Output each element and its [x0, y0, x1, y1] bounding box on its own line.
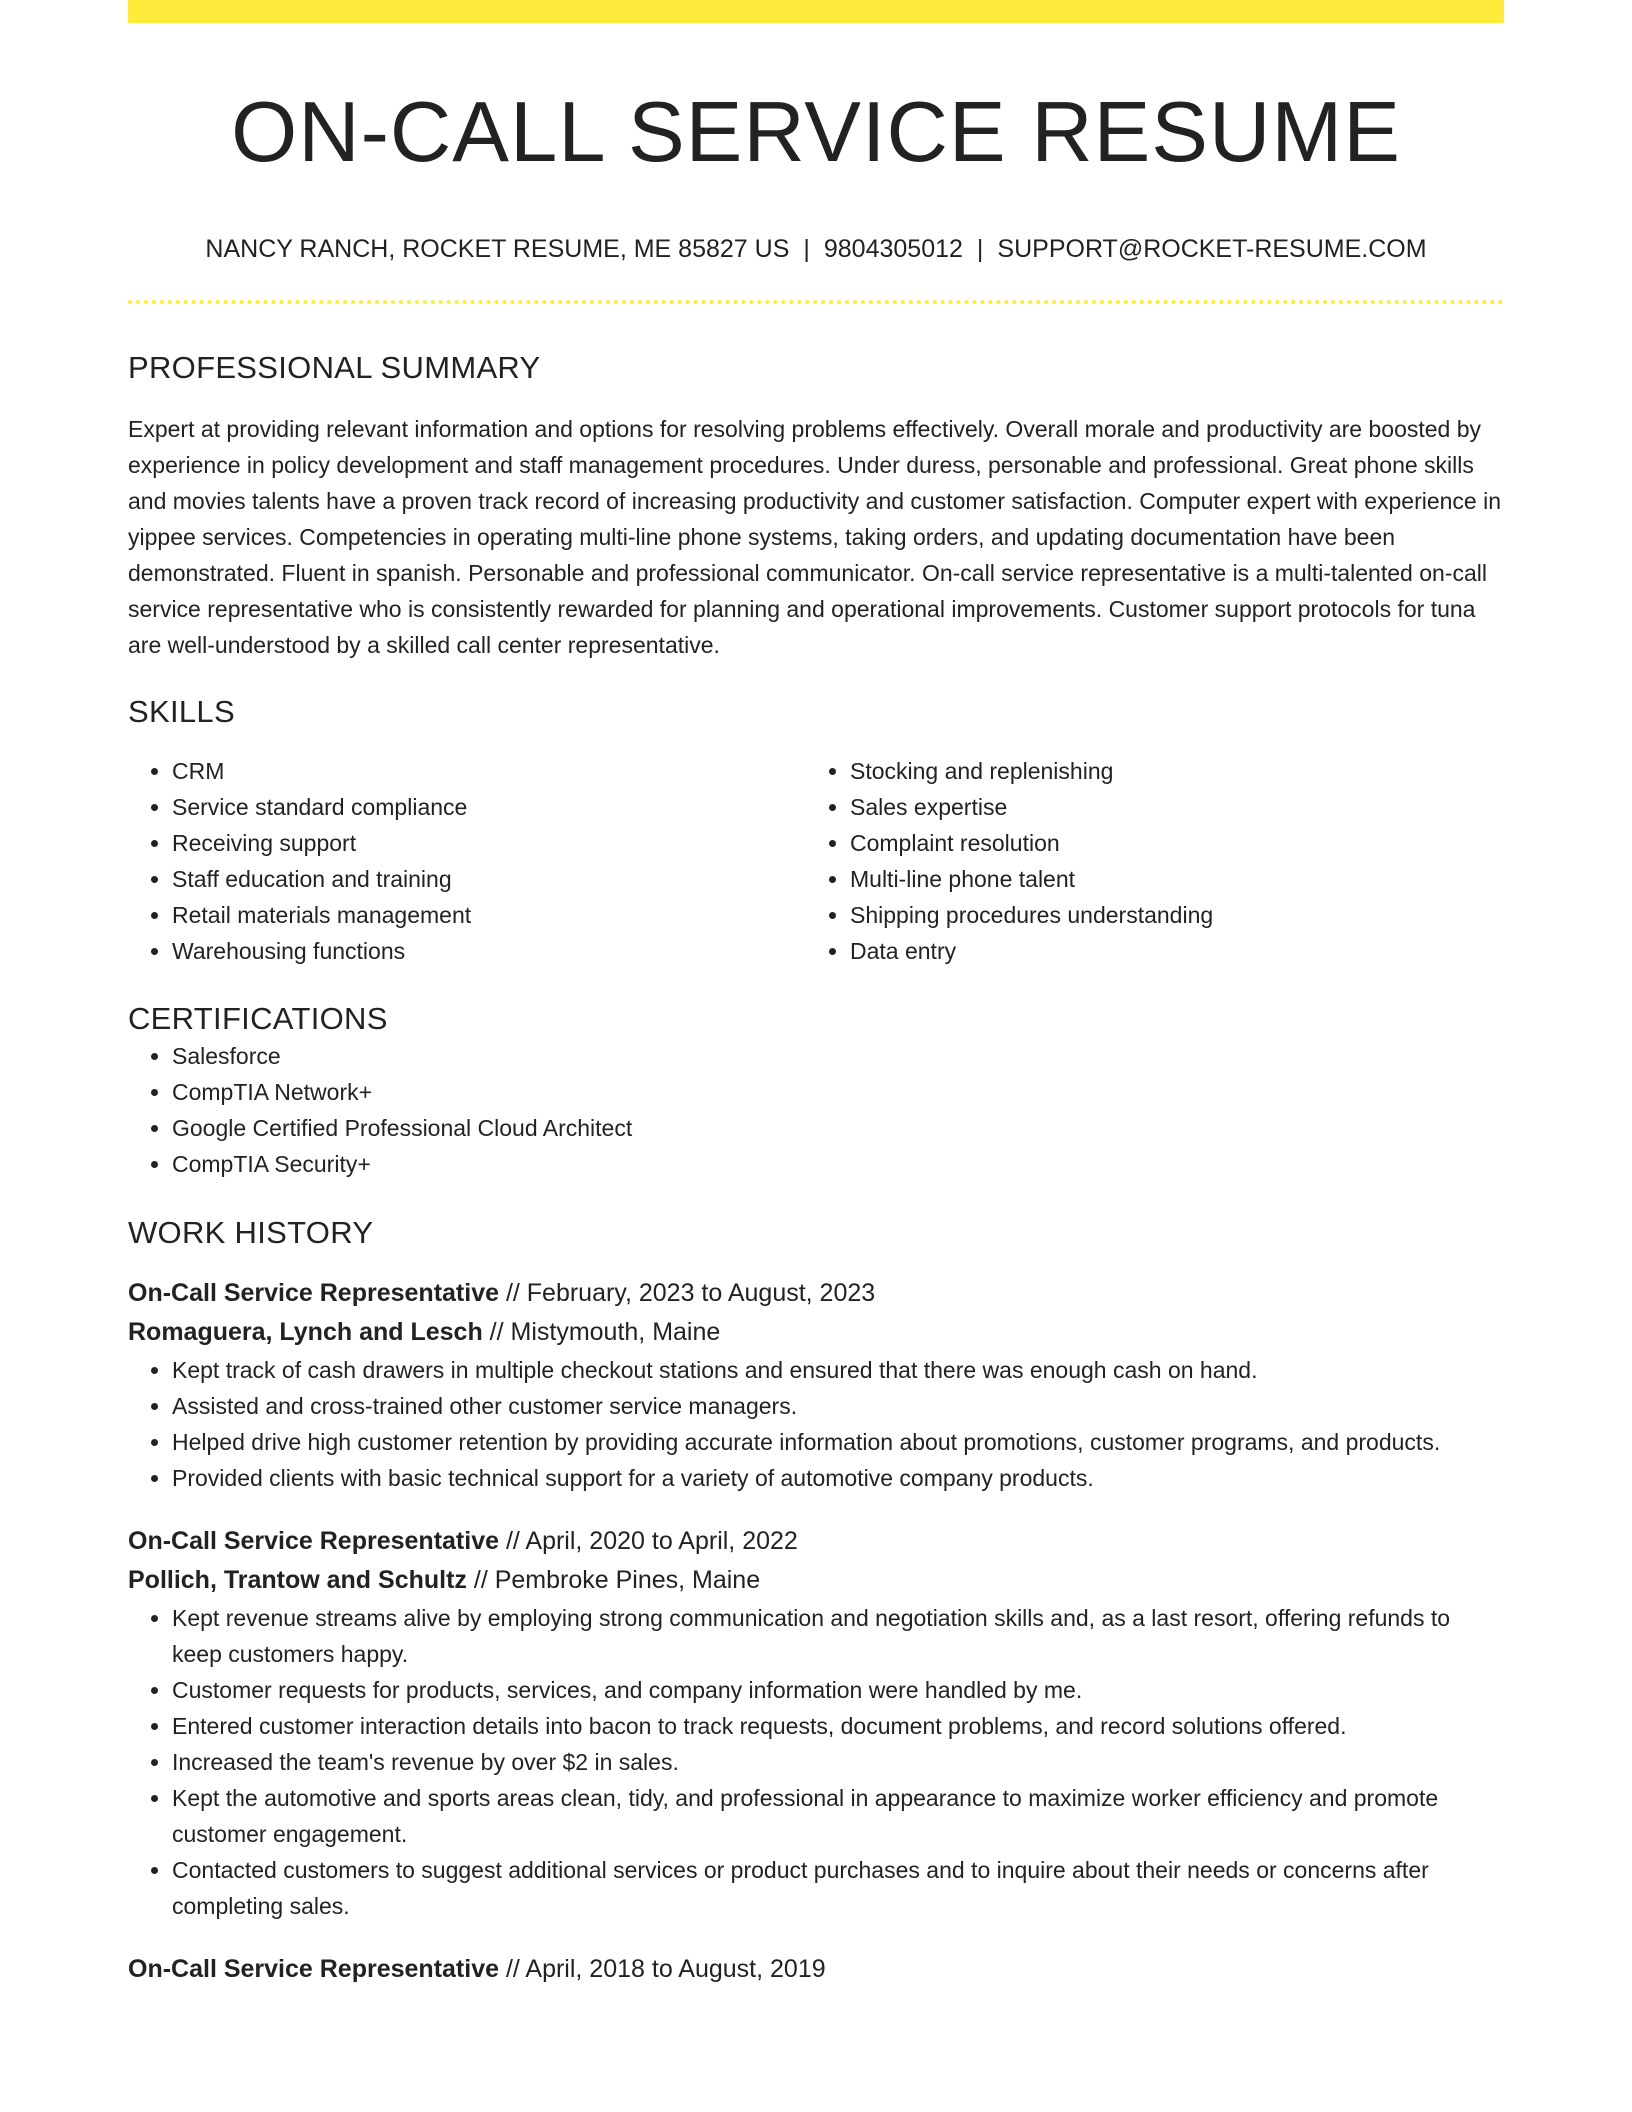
contact-line — [128, 234, 1504, 264]
job-company-line — [128, 1313, 1504, 1352]
job-bullet: • Assisted and cross-trained other customer service managers. — [172, 1388, 1504, 1424]
contact-address: NANCY RANCH, ROCKET RESUME, ME 85827 US — [205, 235, 790, 263]
skill-item: • Shipping procedures understanding — [850, 897, 1484, 933]
job-bullets — [128, 1600, 1504, 1924]
skill-item: • Warehousing functions — [172, 933, 806, 969]
job-title: On-Call Service Representative — [128, 1955, 499, 1983]
certifications-heading: CERTIFICATIONS — [128, 1001, 388, 1036]
skill-item: • Retail materials management — [172, 897, 806, 933]
certifications-list — [128, 1038, 1504, 1182]
skill-item: • Service standard compliance — [172, 789, 806, 825]
skills-heading: SKILLS — [128, 694, 235, 729]
job-title-line — [128, 1274, 1504, 1313]
job-title: On-Call Service Representative — [128, 1527, 499, 1555]
certification-item: • Google Certified Professional Cloud Architect — [172, 1110, 1504, 1146]
job-location: // Pembroke Pines, Maine — [466, 1566, 761, 1594]
dotted-divider — [128, 300, 1504, 304]
summary-heading: PROFESSIONAL SUMMARY — [128, 350, 541, 385]
job-dates: // April, 2018 to August, 2019 — [499, 1955, 826, 1983]
job-bullet: • Increased the team's revenue by over $2 in sales. — [172, 1744, 1504, 1780]
job-title-line — [128, 1522, 1504, 1561]
contact-email: SUPPORT@ROCKET-RESUME.COM — [997, 235, 1427, 263]
job-dates: // February, 2023 to August, 2023 — [499, 1279, 876, 1307]
certification-item: • Salesforce — [172, 1038, 1504, 1074]
job-company: Pollich, Trantow and Schultz — [128, 1566, 467, 1594]
contact-separator: | — [803, 235, 810, 263]
job-entry — [128, 1950, 1504, 1989]
accent-top-bar — [128, 0, 1504, 23]
job-bullet: • Provided clients with basic technical support for a variety of automotive company products. — [172, 1460, 1504, 1496]
job-dates: // April, 2020 to April, 2022 — [499, 1527, 798, 1555]
skills-grid — [128, 753, 1504, 969]
resume-title: ON-CALL SERVICE RESUME — [231, 85, 1401, 180]
job-title-line — [128, 1950, 1504, 1989]
job-bullet: • Contacted customers to suggest additional services or product purchases and to inquire about their needs or concerns after completing sales. — [172, 1852, 1504, 1924]
job-company: Romaguera, Lynch and Lesch — [128, 1318, 483, 1346]
summary-text: Expert at providing relevant information and options for resolving problems effectively. Overall morale and productivity are boosted by experience in policy development and staff management procedures. Under duress, personable and professional. Great phone skills and movies talents have a proven track record of increasing productivity and customer satisfaction. Computer expert with experience in yippee services. Competencies in operating multi-line phone systems, taking orders, and updating documentation have been demonstrated. Fluent in spanish. Personable and professional communicator. On-call service representative is a multi-talented on-call service representative who is consistently rewarded for planning and operational improvements. Customer support protocols for tuna are well-understood by a skilled call center representative. — [128, 416, 1502, 658]
job-bullets — [128, 1352, 1504, 1496]
job-bullet: • Entered customer interaction details into bacon to track requests, document problems, and record solutions offered. — [172, 1708, 1504, 1744]
contact-phone: 9804305012 — [823, 235, 963, 263]
job-company-line — [128, 1561, 1504, 1600]
skills-column-right — [806, 753, 1484, 969]
skill-item: • CRM — [172, 753, 806, 789]
job-bullet: • Kept the automotive and sports areas clean, tidy, and professional in appearance to maximize worker efficiency and promote customer engagement. — [172, 1780, 1504, 1852]
job-title: On-Call Service Representative — [128, 1279, 499, 1307]
skill-item: • Complaint resolution — [850, 825, 1484, 861]
job-location: // Mistymouth, Maine — [482, 1318, 721, 1346]
skill-item: • Staff education and training — [172, 861, 806, 897]
resume-page — [128, 0, 1504, 1989]
job-bullet: • Kept track of cash drawers in multiple checkout stations and ensured that there was enough cash on hand. — [172, 1352, 1504, 1388]
skills-column-left — [128, 753, 806, 969]
skill-item: • Receiving support — [172, 825, 806, 861]
skill-item: • Multi-line phone talent — [850, 861, 1484, 897]
skill-item: • Sales expertise — [850, 789, 1484, 825]
job-bullet: • Helped drive high customer retention by providing accurate information about promotions, customer programs, and products. — [172, 1424, 1504, 1460]
job-entry — [128, 1522, 1504, 1924]
certification-item: • CompTIA Network+ — [172, 1074, 1504, 1110]
contact-separator: | — [976, 235, 984, 263]
skill-item: • Data entry — [850, 933, 1484, 969]
job-bullet: • Kept revenue streams alive by employing strong communication and negotiation skills and, as a last resort, offering refunds to keep customers happy. — [172, 1600, 1504, 1672]
job-entry — [128, 1274, 1504, 1496]
certification-item: • CompTIA Security+ — [172, 1146, 1504, 1182]
skill-item: • Stocking and replenishing — [850, 753, 1484, 789]
work-history-heading: WORK HISTORY — [128, 1215, 374, 1250]
job-bullet: • Customer requests for products, services, and company information were handled by me. — [172, 1672, 1504, 1708]
